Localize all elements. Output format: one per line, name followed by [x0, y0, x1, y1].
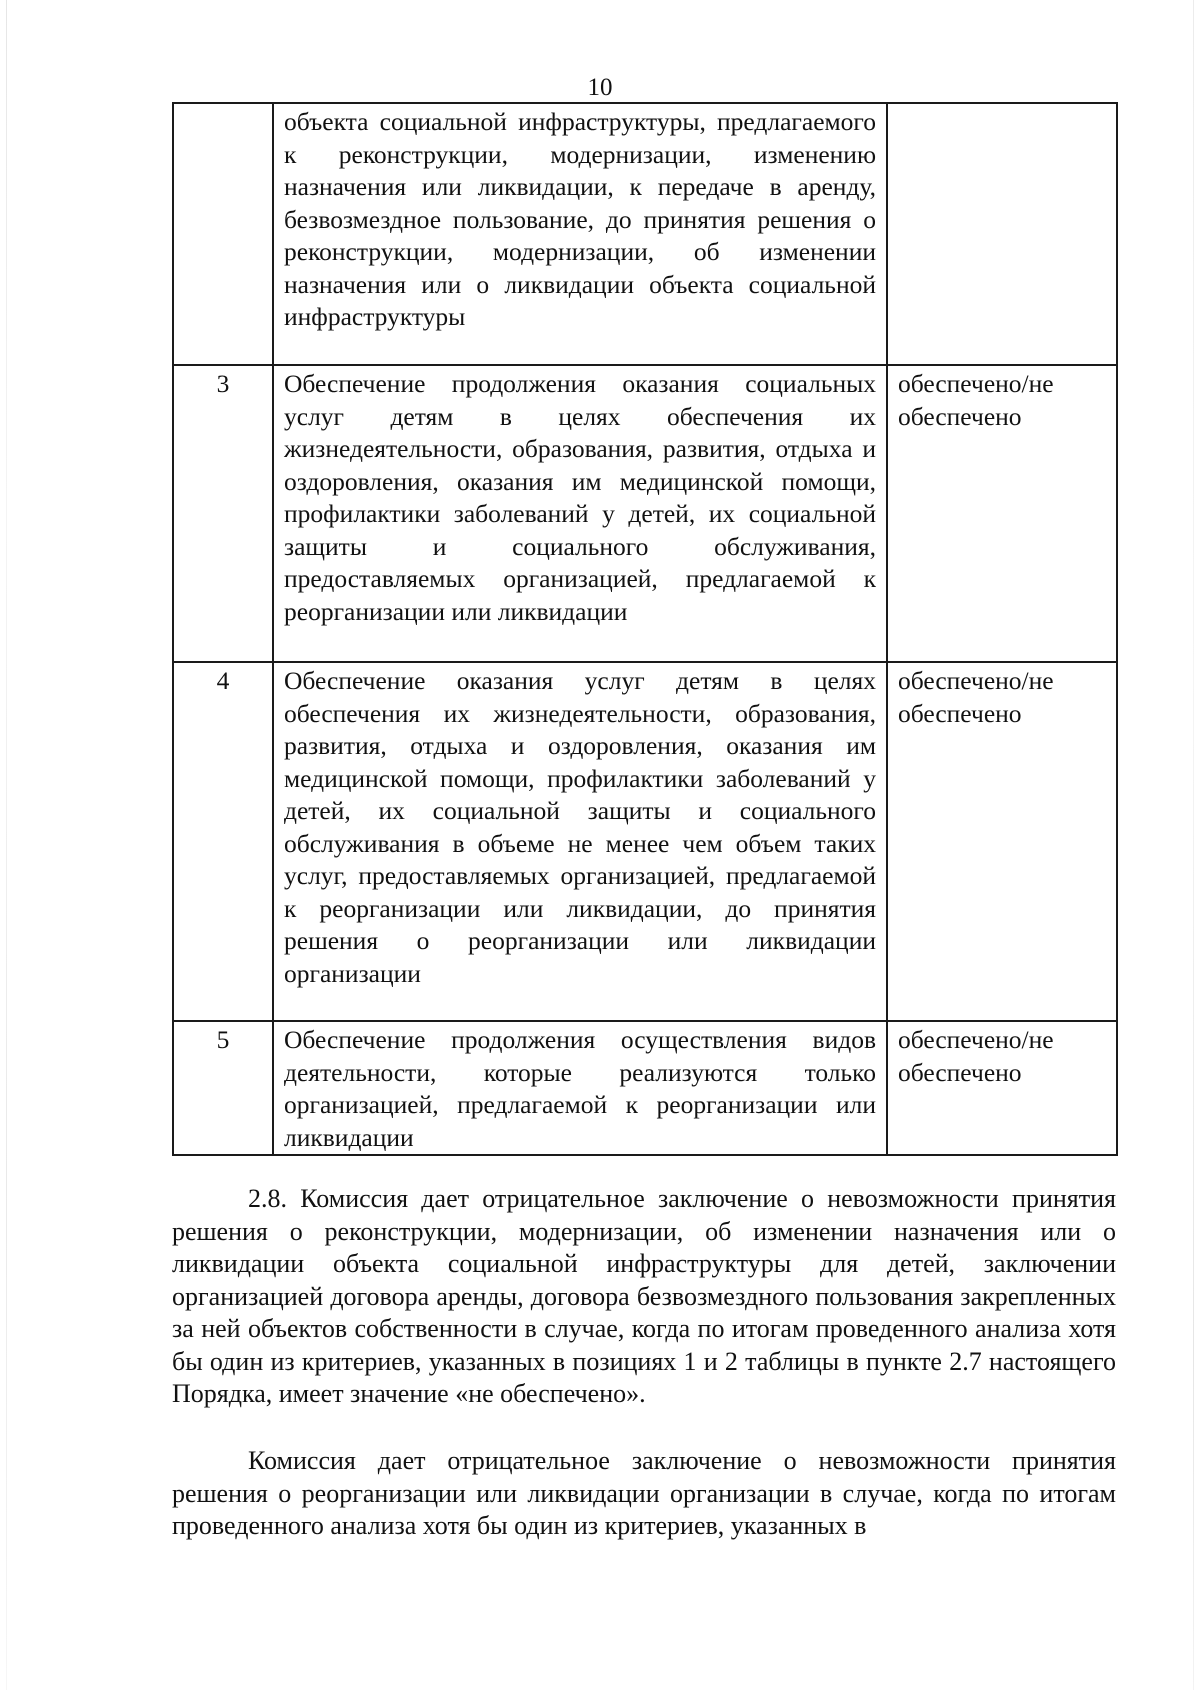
table-row [173, 365, 1117, 662]
row-number: 3 [173, 365, 273, 662]
row-number: 4 [173, 662, 273, 1021]
criterion-text: объекта социальной инфраструктуры, предлагаемого к реконструкции, модернизации, изменению назначения или ликвидации, к передаче в аренду, безвозмездное пользование, до принятия решения о реконструкции, модернизации, об изменении назначения или о ликвидации объекта социальной инфраструктуры [273, 103, 887, 365]
paragraph-commission: Комиссия дает отрицательное заключение о невозможности принятия решения о реорганизации или ликвидации организации в случае, когда по итогам проведенного анализа хотя бы один из критериев, указанных в [172, 1446, 1116, 1540]
page-number: 10 [587, 74, 613, 101]
row-number [173, 103, 273, 365]
criterion-value: обеспечено/не обеспечено [887, 1021, 1117, 1155]
criterion-text: Обеспечение продолжения оказания социальных услуг детям в целях обеспечения их жизнедеятельности, образования, развития, отдыха и оздоровления, оказания им медицинской помощи, профилактики заболеваний у детей, их социальной защиты и социального обслуживания, предоставляемых организацией, предлагаемой к реорганизации или ликвидации [273, 365, 887, 662]
criterion-value: обеспечено/не обеспечено [887, 365, 1117, 662]
criteria-table [172, 102, 1118, 1156]
scan-edge-left [6, 0, 7, 1690]
criterion-value: обеспечено/не обеспечено [887, 662, 1117, 1021]
scan-edge-right [1193, 0, 1194, 1690]
table-row [173, 1021, 1117, 1155]
criterion-text: Обеспечение продолжения осуществления видов деятельности, которые реализуются только организацией, предлагаемой к реорганизации или ликвидации [273, 1021, 887, 1155]
criterion-value [887, 103, 1117, 365]
table-row [173, 103, 1117, 365]
criterion-text: Обеспечение оказания услуг детям в целях обеспечения их жизнедеятельности, образования, развития, отдыха и оздоровления, оказания им медицинской помощи, профилактики заболеваний у детей, их социальной защиты и социального обслуживания в объеме не менее чем объем таких услуг, предоставляемых организацией, предлагаемой к реорганизации или ликвидации, до принятия решения о реорганизации или ликвидации организации [273, 662, 887, 1021]
row-number: 5 [173, 1021, 273, 1155]
table-row [173, 662, 1117, 1021]
paragraph-2-8: 2.8. Комиссия дает отрицательное заключение о невозможности принятия решения о реконструкции, модернизации, об изменении назначения или о ликвидации объекта социальной инфраструктуры для детей, заключении организацией договора аренды, договора безвозмездного пользования закрепленных за ней объектов собственности в случае, когда по итогам проведенного анализа хотя бы один из критериев, указанных в позициях 1 и 2 таблицы в пункте 2.7 настоящего Порядка, имеет значение «не обеспечено». [172, 1184, 1116, 1408]
